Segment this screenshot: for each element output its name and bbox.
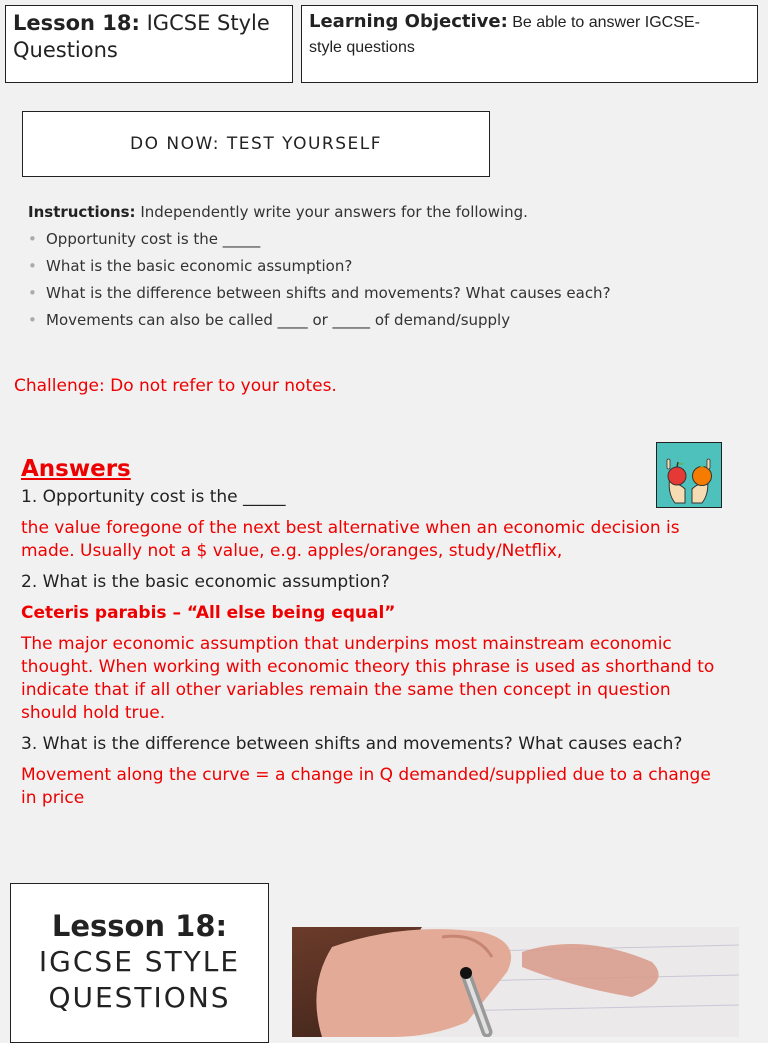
answers-section bbox=[21, 454, 721, 810]
instructions-line bbox=[28, 203, 728, 230]
question-3: 3. What is the difference between shifts and movements? What causes each? bbox=[21, 734, 683, 754]
objective-text-1: Be able to answer IGCSE- bbox=[507, 14, 700, 31]
lesson-title-card bbox=[10, 883, 269, 1043]
question-2: 2. What is the basic economic assumption? bbox=[21, 572, 390, 592]
objective-text-2: style questions bbox=[309, 39, 415, 56]
challenge-text: Challenge: Do not refer to your notes. bbox=[14, 376, 337, 396]
objective-label: Learning Objective: bbox=[309, 11, 508, 32]
title-card-line2: IGCSE STYLE bbox=[38, 945, 241, 978]
do-now-title: DO NOW: TEST YOURSELF bbox=[130, 134, 382, 154]
lesson-title-box bbox=[5, 5, 293, 83]
bullet-text: What is the basic economic assumption? bbox=[46, 257, 353, 275]
instructions-label: Instructions: bbox=[28, 203, 136, 221]
lesson-title-part2: Questions bbox=[13, 38, 118, 62]
bullet-icon: • bbox=[28, 230, 37, 248]
question-1: 1. Opportunity cost is the _____ bbox=[21, 487, 286, 507]
answers-heading: Answers bbox=[21, 456, 131, 482]
answer-1: the value foregone of the next best alternative when an economic decision is made. Usually not a $ value, e.g. apples/oranges, study/Netflix, bbox=[21, 518, 680, 561]
bullet-item bbox=[28, 230, 728, 257]
answer-2: The major economic assumption that underpins most mainstream economic thought. When working with economic theory this phrase is used as shorthand to indicate that if all other variables remain the same then concept in question should hold true. bbox=[21, 634, 715, 723]
lesson-number: Lesson 18: bbox=[13, 11, 140, 35]
instructions-section bbox=[28, 203, 728, 338]
bullet-text: Opportunity cost is the _____ bbox=[46, 230, 261, 248]
instructions-text: Independently write your answers for the following. bbox=[135, 203, 528, 221]
bullet-text: Movements can also be called ____ or _____ of demand/supply bbox=[46, 311, 511, 329]
bullet-item bbox=[28, 257, 728, 284]
title-card-line1: Lesson 18: bbox=[51, 909, 228, 943]
answer-3: Movement along the curve = a change in Q demanded/supplied due to a change in price bbox=[21, 765, 711, 808]
bullet-text: What is the difference between shifts and movements? What causes each? bbox=[46, 284, 611, 302]
bullet-item bbox=[28, 311, 728, 338]
hand-writing-with-pen-photo bbox=[292, 927, 739, 1037]
bullet-icon: • bbox=[28, 311, 37, 329]
lesson-title-part1: IGCSE Style bbox=[139, 11, 270, 35]
bullet-item bbox=[28, 284, 728, 311]
bullet-icon: • bbox=[28, 284, 37, 302]
answer-2-heading: Ceteris parabis – “All else being equal” bbox=[21, 603, 396, 623]
title-card-line3: QUESTIONS bbox=[48, 981, 231, 1014]
learning-objective-box bbox=[301, 5, 758, 83]
bullet-icon: • bbox=[28, 257, 37, 275]
do-now-box bbox=[22, 111, 490, 177]
